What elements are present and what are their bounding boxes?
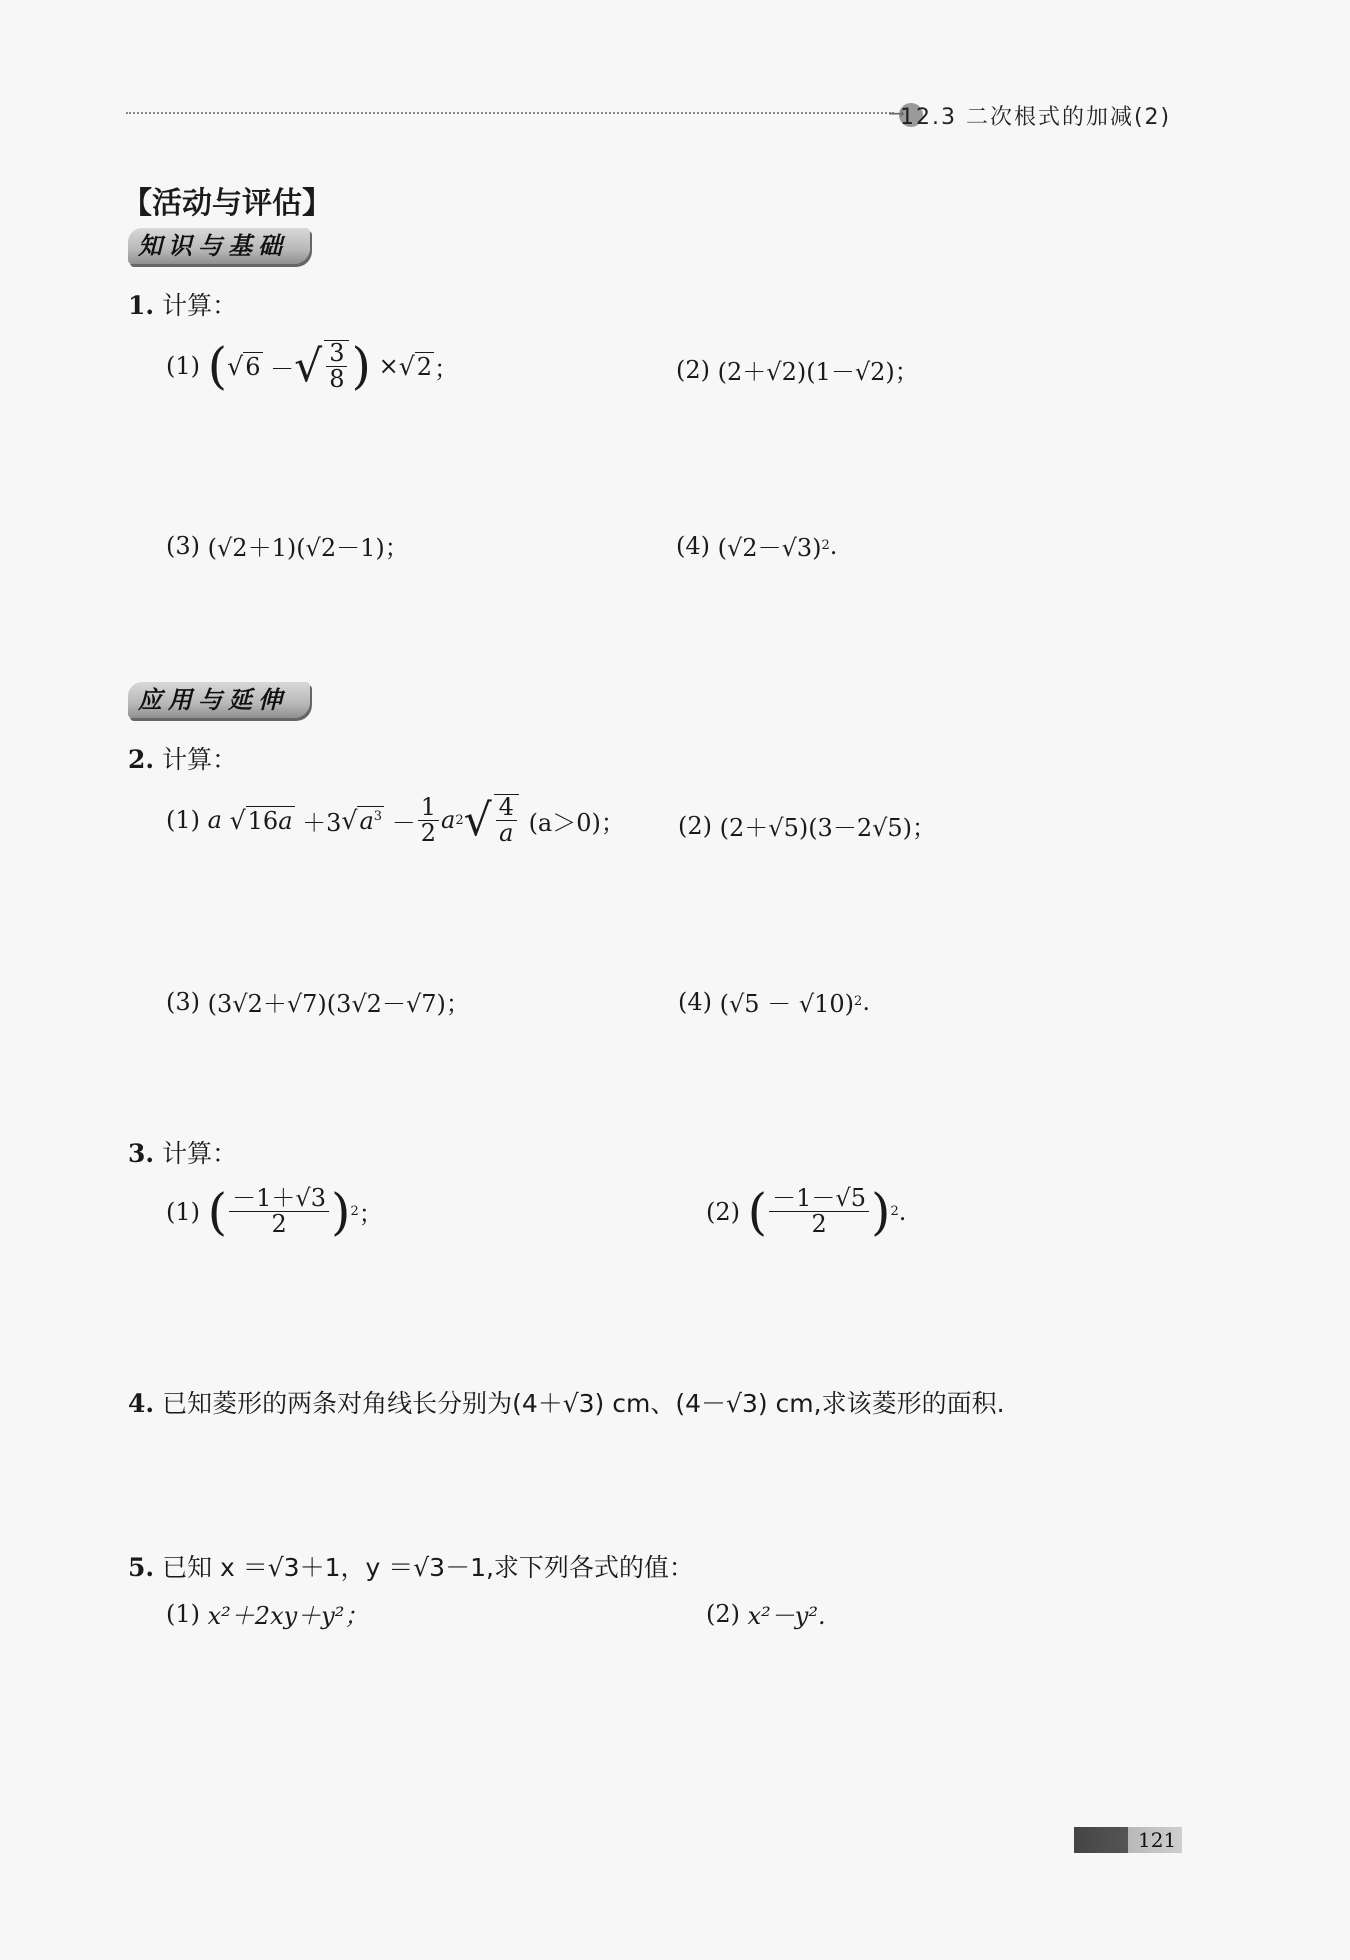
question-2-part-3 bbox=[166, 984, 470, 1019]
part-label: (2) bbox=[706, 1599, 740, 1628]
question-stem: 计算： bbox=[162, 1139, 238, 1168]
part-label: (4) bbox=[678, 987, 712, 1016]
question-1-part-1: (1) ( √ 6 － √ $\frac{3}{8}$ ) × √ 2 ； bbox=[166, 337, 459, 396]
part-end: . bbox=[829, 531, 838, 560]
question-3-stem bbox=[128, 1134, 237, 1170]
part-expression: (3√2＋√7)(3√2－√7)； bbox=[207, 990, 470, 1018]
part-expression: x²－y². bbox=[747, 1602, 826, 1630]
part-label: (3) bbox=[166, 987, 200, 1016]
question-text: 已知菱形的两条对角线长分别为(4＋√3) cm、(4－√3) cm,求该菱形的面积. bbox=[162, 1389, 1005, 1418]
part-label: (3) bbox=[166, 531, 200, 560]
question-1-part-2 bbox=[676, 352, 919, 387]
question-3-part-1: (1) ( $\frac{-1+√3}{2}$ ) 2 ； bbox=[166, 1182, 383, 1241]
question-number: 2. bbox=[128, 745, 155, 774]
question-text: 已知 x ＝√3＋1，y ＝√3－1,求下列各式的值： bbox=[162, 1553, 694, 1582]
part-label: (2) bbox=[676, 355, 710, 384]
question-2-part-4: (4) (√5 － √10) 2 . bbox=[678, 984, 870, 1019]
question-2-part-1: (1) a √ 16a ＋3 √ $a^3$ － $\frac{1}{2}$ a 2 √ $\frac{4}{a}$ (a＞0)； bbox=[166, 792, 625, 848]
question-number: 5. bbox=[128, 1553, 155, 1582]
banner-basics: 知识与基础 bbox=[128, 228, 310, 264]
part-expression: (√2－√3) bbox=[717, 534, 822, 562]
part-expression: (2＋√5)(3－2√5)； bbox=[719, 814, 937, 842]
question-4 bbox=[128, 1384, 1005, 1420]
section-title: 12.3 二次根式的加减(2) bbox=[900, 105, 1172, 130]
part-expression: (√5 － √10) bbox=[719, 990, 855, 1018]
part-label: (1) bbox=[166, 352, 200, 381]
part-label: (1) bbox=[166, 1197, 200, 1226]
part-label: (1) bbox=[166, 1599, 200, 1628]
fraction-denominator: 2 bbox=[271, 1210, 287, 1239]
part-label: (2) bbox=[678, 811, 712, 840]
question-number: 4. bbox=[128, 1389, 155, 1418]
part-expression: (√2＋1)(√2－1)； bbox=[207, 534, 409, 562]
question-1-stem bbox=[128, 286, 237, 322]
question-5-part-2 bbox=[706, 1596, 826, 1631]
question-1-part-4: (4) (√2－√3) 2 . bbox=[676, 528, 837, 563]
part-expression: (2＋√2)(1－√2)； bbox=[717, 358, 919, 386]
question-stem: 计算： bbox=[162, 745, 238, 774]
part-label: (1) bbox=[166, 806, 200, 835]
banner-application: 应用与延伸 bbox=[128, 682, 310, 718]
question-1-part-3 bbox=[166, 528, 409, 563]
part-expression: x²＋2xy＋y²； bbox=[207, 1602, 369, 1630]
header-rule bbox=[126, 112, 894, 114]
question-3-part-2: (2) ( $\frac{-1-√5}{2}$ ) 2 . bbox=[706, 1182, 907, 1241]
fraction-denominator: 2 bbox=[811, 1210, 827, 1239]
page-number: 121 bbox=[1138, 1828, 1177, 1852]
question-5 bbox=[128, 1548, 694, 1584]
fraction-numerator: －1－√5 bbox=[769, 1186, 869, 1212]
part-label: (4) bbox=[676, 531, 710, 560]
question-stem: 计算： bbox=[162, 291, 238, 320]
question-number: 1. bbox=[128, 291, 155, 320]
question-5-part-1 bbox=[166, 1596, 368, 1631]
part-end: . bbox=[862, 987, 870, 1016]
question-number: 3. bbox=[128, 1139, 155, 1168]
activity-title: 【活动与评估】 bbox=[122, 186, 332, 221]
question-2-part-2 bbox=[678, 808, 936, 843]
fraction-numerator: －1＋√3 bbox=[229, 1186, 329, 1212]
part-label: (2) bbox=[706, 1197, 740, 1226]
question-2-stem bbox=[128, 740, 237, 776]
header-arrow-icon: → bbox=[888, 101, 905, 125]
part-condition: (a＞0)； bbox=[528, 808, 625, 837]
